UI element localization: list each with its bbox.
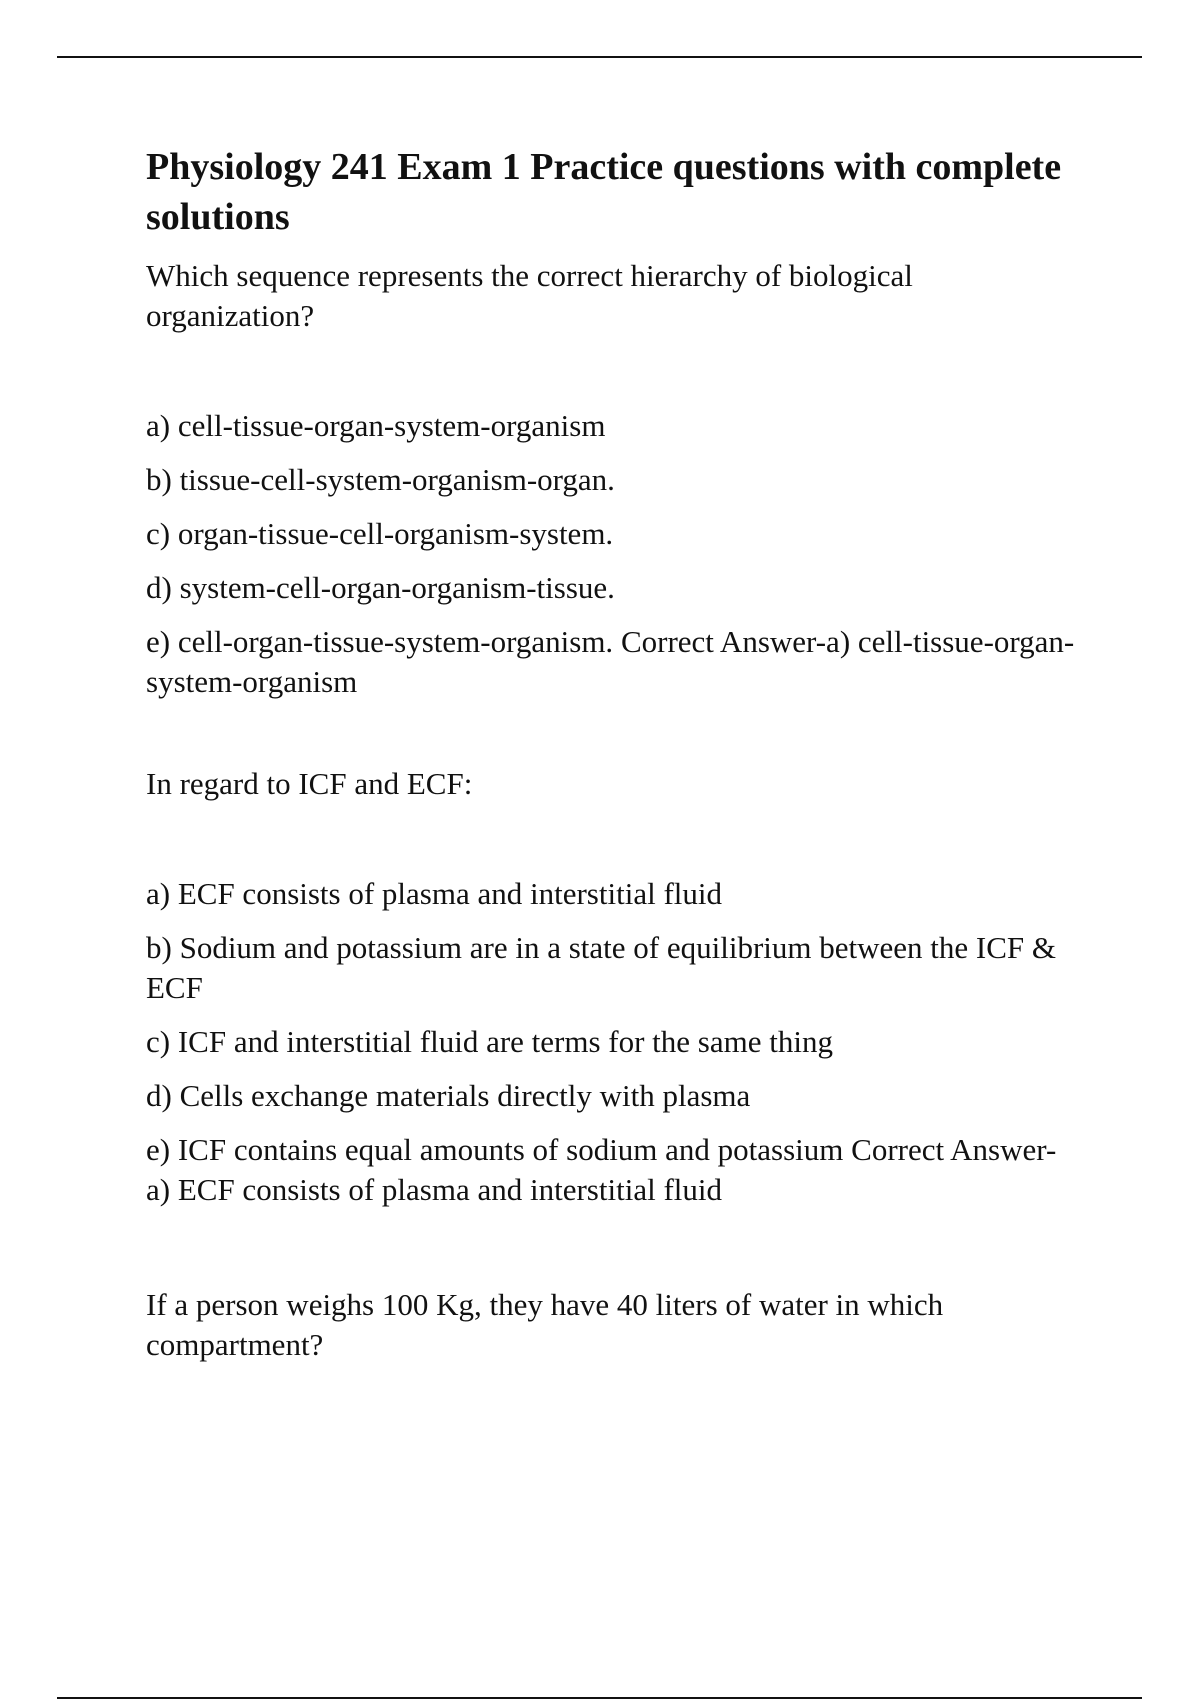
question-2-option-e-with-answer	[146, 1130, 1076, 1210]
question-3	[146, 1285, 1076, 1365]
question-1-option-c: c) organ-tissue-cell-organism-system.	[146, 516, 614, 551]
bottom-rule	[57, 1697, 1142, 1699]
question-2-correct-answer: Correct Answer-a) ECF consists of plasma and interstitial fluid	[146, 1132, 1057, 1207]
question-3-prompt: If a person weighs 100 Kg, they have 40 liters of water in which compartment?	[146, 1287, 944, 1362]
question-2-option-b: b) Sodium and potassium are in a state of equilibrium between the ICF & ECF	[146, 930, 1057, 1005]
question-1-prompt: Which sequence represents the correct hierarchy of biological organization?	[146, 258, 913, 333]
question-1	[146, 256, 1076, 702]
question-2-option-e: e) ICF contains equal amounts of sodium and potassium	[146, 1132, 844, 1167]
question-2-prompt: In regard to ICF and ECF:	[146, 766, 473, 801]
top-rule	[57, 56, 1142, 58]
question-1-option-a: a) cell-tissue-organ-system-organism	[146, 408, 606, 443]
document-body	[146, 142, 1076, 1365]
question-1-option-e: e) cell-organ-tissue-system-organism.	[146, 624, 614, 659]
question-1-option-e-with-answer	[146, 622, 1076, 702]
question-2	[146, 764, 1076, 1210]
question-1-option-b: b) tissue-cell-system-organism-organ.	[146, 462, 615, 497]
question-2-option-d: d) Cells exchange materials directly with plasma	[146, 1078, 751, 1113]
document-title: Physiology 241 Exam 1 Practice questions with complete solutions	[146, 146, 1062, 238]
question-2-option-a: a) ECF consists of plasma and interstitial fluid	[146, 876, 722, 911]
question-1-option-d: d) system-cell-organ-organism-tissue.	[146, 570, 615, 605]
question-1-correct-answer: Correct Answer-a) cell-tissue-organ-system-organism	[146, 624, 1075, 699]
question-2-option-c: c) ICF and interstitial fluid are terms for the same thing	[146, 1024, 833, 1059]
